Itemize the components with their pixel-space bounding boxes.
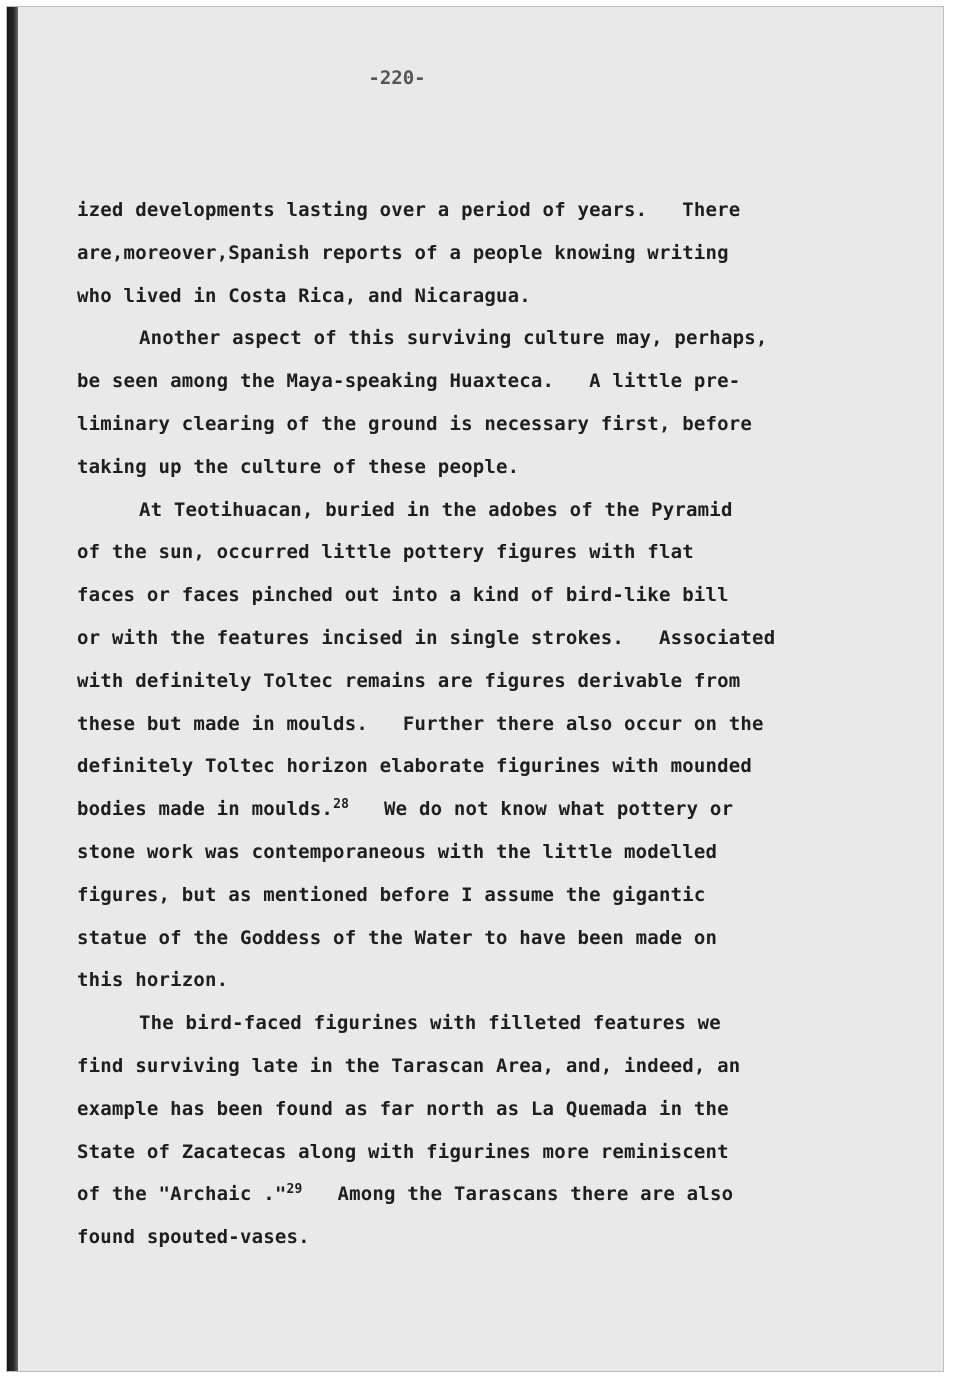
text-line [77, 745, 877, 788]
line-text: At Teotihuacan, buried in the adobes of the Pyramid [139, 498, 733, 521]
footnote-marker: 28 [333, 797, 350, 813]
line-text: these but made in moulds. Further there also occur on the [77, 712, 764, 735]
text-line [77, 317, 877, 360]
line-text: taking up the culture of these people. [77, 455, 520, 478]
text-line [77, 574, 877, 617]
line-text: liminary clearing of the ground is necessary first, before [77, 412, 753, 435]
line-text: of the sun, occurred little pottery figures with flat [77, 541, 694, 564]
line-text: ized developments lasting over a period of years. There [77, 199, 741, 221]
scan-edge-shadow [7, 7, 18, 1372]
line-text: found spouted-vases. [77, 1226, 310, 1249]
text-line [77, 360, 877, 403]
line-text: with definitely Toltec remains are figures derivable from [77, 669, 741, 692]
footnote-marker: 29 [286, 1182, 303, 1198]
line-text: State of Zacatecas along with figurines more reminiscent [77, 1140, 729, 1163]
text-line [77, 531, 877, 574]
line-text: bodies made in moulds. [77, 798, 334, 821]
page-number: -220- [368, 67, 426, 89]
text-line [77, 788, 877, 831]
text-line [77, 232, 877, 275]
text-line [77, 1002, 877, 1045]
text-line [77, 703, 877, 746]
line-text: statue of the Goddess of the Water to have been made on [77, 926, 718, 949]
text-line [77, 874, 877, 917]
body-text [77, 189, 877, 1259]
line-text: or with the features incised in single strokes. Associated [77, 626, 776, 649]
line-text: who lived in Costa Rica, and Nicaragua. [77, 284, 531, 307]
text-line [77, 489, 877, 532]
line-text: figures, but as mentioned before I assume the gigantic [77, 883, 706, 906]
text-line [77, 275, 877, 318]
line-text: Another aspect of this surviving culture may, perhaps, [139, 327, 768, 350]
text-line [77, 1216, 877, 1259]
text-line [77, 1045, 877, 1088]
line-text: example has been found as far north as La Quemada in the [77, 1097, 729, 1120]
line-text: are,moreover,Spanish reports of a people knowing writing [77, 241, 729, 264]
line-text: be seen among the Maya-speaking Huaxteca. A little pre- [77, 370, 741, 393]
text-line [77, 917, 877, 960]
text-line [77, 1173, 877, 1216]
document-page [6, 6, 944, 1372]
text-line [77, 189, 877, 232]
line-text: this horizon. [77, 969, 229, 992]
text-line [77, 831, 877, 874]
text-line [77, 959, 877, 1002]
line-text: The bird-faced figurines with filleted features we [139, 1012, 721, 1035]
line-text: stone work was contemporaneous with the little modelled [77, 840, 718, 863]
text-line [77, 660, 877, 703]
text-line [77, 403, 877, 446]
text-line [77, 1088, 877, 1131]
line-text-continued: We do not know what pottery or [349, 798, 734, 821]
line-text: definitely Toltec horizon elaborate figurines with mounded [77, 755, 753, 778]
text-line [77, 1131, 877, 1174]
text-line [77, 617, 877, 660]
line-text: of the "Archaic ." [77, 1183, 287, 1206]
text-line [77, 446, 877, 489]
line-text: faces or faces pinched out into a kind of bird-like bill [77, 584, 729, 607]
line-text: find surviving late in the Tarascan Area, and, indeed, an [77, 1054, 741, 1077]
line-text-continued: Among the Tarascans there are also [302, 1183, 734, 1206]
